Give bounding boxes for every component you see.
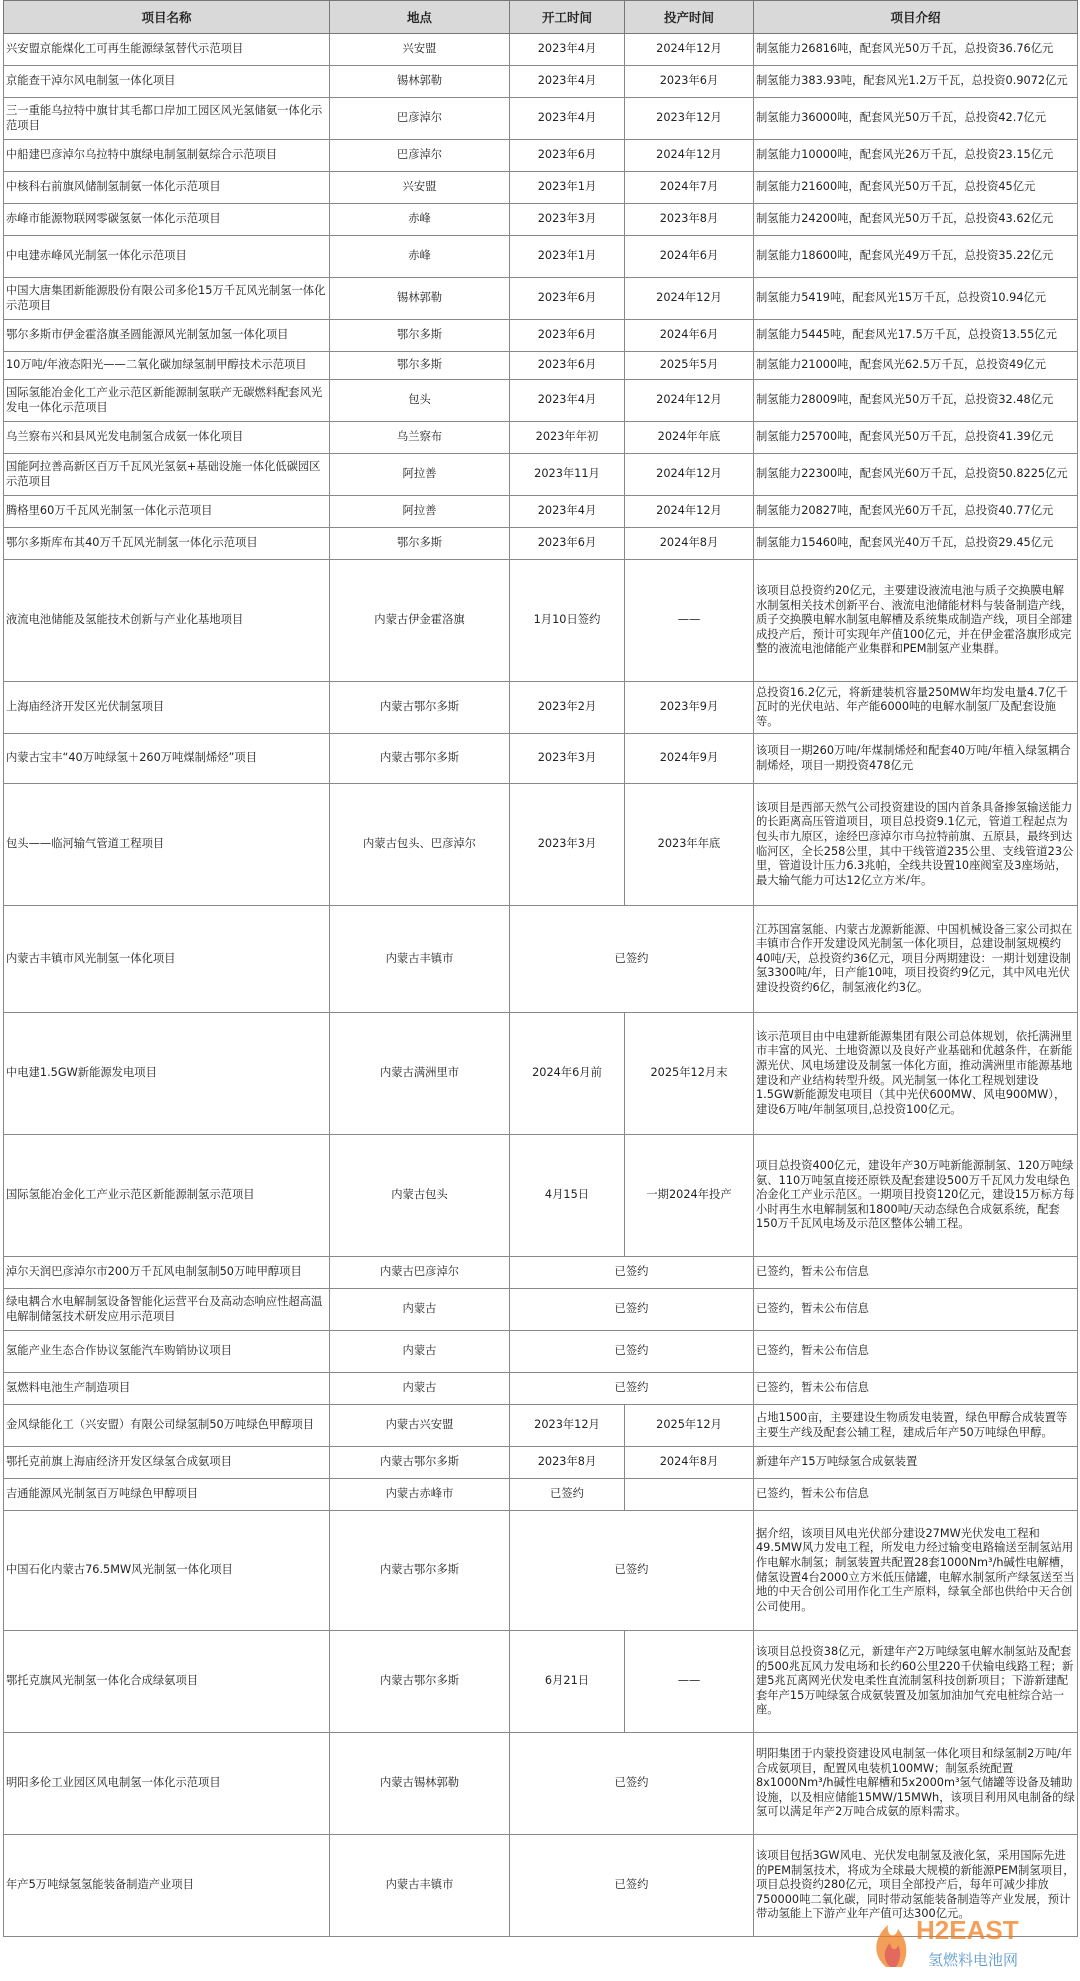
- start-time-cell: 2023年1月: [510, 236, 625, 278]
- project-intro-cell: 已签约，暂未公布信息: [754, 1479, 1078, 1511]
- project-intro-cell: 制氢能力20827吨，配套风光60万千瓦，总投资40.77亿元: [754, 496, 1078, 528]
- status-cell: 已签约: [510, 1257, 754, 1289]
- location-cell: 锡林郭勒: [330, 278, 510, 320]
- table-row: [4, 236, 1078, 278]
- project-name-cell: 包头——临河输气管道工程项目: [4, 784, 330, 906]
- location-cell: 巴彦淖尔: [330, 98, 510, 140]
- project-intro-cell: 制氢能力5445吨，配套风光17.5万千瓦，总投资13.55亿元: [754, 320, 1078, 352]
- project-name-cell: 鄂尔多斯库布其40万千瓦风光制氢一体化示范项目: [4, 528, 330, 560]
- project-intro-cell: 制氢能力5419吨，配套风光15万千瓦，总投资10.94亿元: [754, 278, 1078, 320]
- table-row: [4, 1405, 1078, 1447]
- location-cell: 内蒙古鄂尔多斯: [330, 1447, 510, 1479]
- table-row: [4, 320, 1078, 352]
- start-time-cell: 2023年3月: [510, 784, 625, 906]
- project-intro-cell: 制氢能力22300吨，配套风光60万千瓦，总投资50.8225亿元: [754, 454, 1078, 496]
- location-cell: 内蒙古伊金霍洛旗: [330, 560, 510, 682]
- project-intro-cell: 该项目是西部天然气公司投资建设的国内首条具备掺氢输送能力的长距离高压管道项目，项目总投资9.1亿元，管道工程起点为包头市九原区，途经巴彦淖尔市乌拉特前旗、五原县，最终到达临河区，全长258公里，其中干线管道235公里、支线管道23公里，管道设计压力6.3兆帕，全线共设置10座阀室及3座场站，最大输气能力可达12亿立方米/年。: [754, 784, 1078, 906]
- table-row: [4, 352, 1078, 380]
- header-project-name: 项目名称: [4, 1, 330, 34]
- project-intro-cell: 制氢能力383.93吨，配套风光1.2万千瓦，总投资0.9072亿元: [754, 66, 1078, 98]
- production-time-cell: 2023年12月: [625, 98, 754, 140]
- start-time-cell: 2024年6月前: [510, 1013, 625, 1135]
- project-name-cell: 中电建1.5GW新能源发电项目: [4, 1013, 330, 1135]
- location-cell: 内蒙古丰镇市: [330, 906, 510, 1013]
- table-row: [4, 454, 1078, 496]
- location-cell: 内蒙古鄂尔多斯: [330, 1511, 510, 1631]
- table-row: [4, 496, 1078, 528]
- project-name-cell: 中国大唐集团新能源股份有限公司多伦15万千瓦风光制氢一体化示范项目: [4, 278, 330, 320]
- location-cell: 巴彦淖尔: [330, 140, 510, 172]
- table-row: [4, 34, 1078, 66]
- project-intro-cell: 制氢能力15460吨，配套风光40万千瓦，总投资29.45亿元: [754, 528, 1078, 560]
- production-time-cell: 2024年9月: [625, 734, 754, 784]
- location-cell: 赤峰: [330, 204, 510, 236]
- project-name-cell: 吉通能源风光制氢百万吨绿色甲醇项目: [4, 1479, 330, 1511]
- production-time-cell: 2024年12月: [625, 140, 754, 172]
- project-name-cell: 内蒙古宝丰“40万吨绿氢＋260万吨煤制烯烃”项目: [4, 734, 330, 784]
- project-name-cell: 国能阿拉善高新区百万千瓦风光氢氨+基础设施一体化低碳园区示范项目: [4, 454, 330, 496]
- project-name-cell: 内蒙古丰镇市风光制氢一体化项目: [4, 906, 330, 1013]
- location-cell: 内蒙古鄂尔多斯: [330, 682, 510, 734]
- project-name-cell: 液流电池储能及氢能技术创新与产业化基地项目: [4, 560, 330, 682]
- location-cell: 兴安盟: [330, 172, 510, 204]
- project-name-cell: 国际氢能冶金化工产业示范区新能源制氢联产无碳燃料配套风光发电一体化示范项目: [4, 380, 330, 422]
- location-cell: 内蒙古满洲里市: [330, 1013, 510, 1135]
- start-time-cell: 1月10日签约: [510, 560, 625, 682]
- production-time-cell: 2024年8月: [625, 528, 754, 560]
- header-location: 地点: [330, 1, 510, 34]
- project-intro-cell: 该项目包括3GW风电、光伏发电制氢及液化氢，采用国际先进的PEM制氢技术，将成为全球最大规模的新能源PEM制氢项目，项目总投资约280亿元，项目全部投产后，每年可减少排放750000吨二氧化碳，同时带动氢能装备制造等产业发展，预计带动氢能上下游产业年产值可达300亿元。: [754, 1835, 1078, 1937]
- project-name-cell: 乌兰察布兴和县风光发电制氢合成氨一体化项目: [4, 422, 330, 454]
- start-time-cell: 2023年6月: [510, 352, 625, 380]
- project-name-cell: 中船建巴彦淖尔乌拉特中旗绿电制氢制氨综合示范项目: [4, 140, 330, 172]
- start-time-cell: 6月21日: [510, 1631, 625, 1733]
- table-row: [4, 1511, 1078, 1631]
- project-name-cell: 赤峰市能源物联网零碳氢氨一体化示范项目: [4, 204, 330, 236]
- start-time-cell: 2023年12月: [510, 1405, 625, 1447]
- production-time-cell: 2024年12月: [625, 496, 754, 528]
- start-time-cell: 已签约: [510, 1479, 625, 1511]
- production-time-cell: 一期2024年投产: [625, 1135, 754, 1257]
- production-time-cell: 2023年9月: [625, 682, 754, 734]
- production-time-cell: 2023年年底: [625, 784, 754, 906]
- start-time-cell: 2023年4月: [510, 380, 625, 422]
- table-row: [4, 204, 1078, 236]
- start-time-cell: 2023年6月: [510, 320, 625, 352]
- table-row: [4, 172, 1078, 204]
- start-time-cell: 2023年6月: [510, 278, 625, 320]
- project-intro-cell: 该项目一期260万吨/年煤制烯烃和配套40万吨/年植入绿氢耦合制烯烃，项目一期投资478亿元: [754, 734, 1078, 784]
- project-intro-cell: 制氢能力25700吨，配套风光50万千瓦，总投资41.39亿元: [754, 422, 1078, 454]
- watermark-brand: H2EAST: [916, 1915, 1019, 1945]
- project-name-cell: 年产5万吨绿氢氢能装备制造产业项目: [4, 1835, 330, 1937]
- project-name-cell: 上海庙经济开发区光伏制氢项目: [4, 682, 330, 734]
- production-time-cell: 2024年12月: [625, 34, 754, 66]
- start-time-cell: 2023年2月: [510, 682, 625, 734]
- table-row: [4, 278, 1078, 320]
- production-time-cell: 2024年6月: [625, 236, 754, 278]
- status-cell: 已签约: [510, 906, 754, 1013]
- project-intro-cell: 制氢能力36000吨，配套风光50万千瓦，总投资42.7亿元: [754, 98, 1078, 140]
- location-cell: 内蒙古鄂尔多斯: [330, 734, 510, 784]
- location-cell: 阿拉善: [330, 454, 510, 496]
- start-time-cell: 4月15日: [510, 1135, 625, 1257]
- start-time-cell: 2023年3月: [510, 734, 625, 784]
- project-intro-cell: 制氢能力10000吨，配套风光26万千瓦，总投资23.15亿元: [754, 140, 1078, 172]
- table-row: [4, 682, 1078, 734]
- project-intro-cell: 已签约，暂未公布信息: [754, 1289, 1078, 1331]
- project-name-cell: 鄂托克旗风光制氢一体化合成绿氨项目: [4, 1631, 330, 1733]
- project-name-cell: 金风绿能化工（兴安盟）有限公司绿氢制50万吨绿色甲醇项目: [4, 1405, 330, 1447]
- status-cell: 已签约: [510, 1511, 754, 1631]
- project-intro-cell: 制氢能力21600吨，配套风光50万千瓦，总投资45亿元: [754, 172, 1078, 204]
- table-row: [4, 1373, 1078, 1405]
- project-intro-cell: 制氢能力26816吨，配套风光50万千瓦，总投资36.76亿元: [754, 34, 1078, 66]
- project-name-cell: 三一重能乌拉特中旗甘其毛都口岸加工园区风光氢储氨一体化示范项目: [4, 98, 330, 140]
- table-row: [4, 140, 1078, 172]
- project-intro-cell: 该示范项目由中电建新能源集团有限公司总体规划，依托满洲里市丰富的风光、土地资源以及良好产业基础和优越条件，在新能源光伏、风电场建设及制氢一体化方面，推动满洲里市能源基地建设和产业结构转型升级。风光制氢一体化工程规划建设1.5GW新能源发电项目（其中光伏600MW、风电900MW），建设6万吨/年制氢项目,总投资100亿元。: [754, 1013, 1078, 1135]
- location-cell: 内蒙古: [330, 1289, 510, 1331]
- location-cell: 内蒙古兴安盟: [330, 1405, 510, 1447]
- start-time-cell: 2023年11月: [510, 454, 625, 496]
- table-row: [4, 1289, 1078, 1331]
- start-time-cell: 2023年8月: [510, 1447, 625, 1479]
- production-time-cell: 2024年12月: [625, 278, 754, 320]
- location-cell: 内蒙古: [330, 1373, 510, 1405]
- project-intro-cell: 制氢能力18600吨，配套风光49万千瓦，总投资35.22亿元: [754, 236, 1078, 278]
- project-intro-cell: 明阳集团于内蒙投资建设风电制氢一体化项目和绿氢制2万吨/年合成氨项目，配置风电装机100MW；制氢系统配置8x1000Nm³/h碱性电解槽和5x2000m³氢气储罐等设备及辅助设施，以及相应储能15MW/15MWh，该项目利用风电制备的绿氢可以满足年产2万吨合成氨的原料需求。: [754, 1733, 1078, 1835]
- status-cell: 已签约: [510, 1373, 754, 1405]
- project-intro-cell: 制氢能力24200吨，配套风光50万千瓦，总投资43.62亿元: [754, 204, 1078, 236]
- start-time-cell: 2023年4月: [510, 34, 625, 66]
- table-row: [4, 906, 1078, 1013]
- table-header-row: [4, 1, 1078, 34]
- location-cell: 鄂尔多斯: [330, 352, 510, 380]
- table-row: [4, 1733, 1078, 1835]
- table-row: [4, 1013, 1078, 1135]
- status-cell: 已签约: [510, 1289, 754, 1331]
- project-intro-cell: 该项目总投资约20亿元，主要建设液流电池与质子交换膜电解水制氢相关技术创新平台、液流电池储能材料与装备制造产线，质子交换膜电解水制氢电解槽及系统集成制造产线，项目全部建成投产后，预计可实现年产值100亿元，并在伊金霍洛旗形成完整的液流电池储能产业集群和PEM制氢产业集群。: [754, 560, 1078, 682]
- status-cell: 已签约: [510, 1331, 754, 1373]
- production-time-cell: 2024年8月: [625, 1447, 754, 1479]
- status-cell: 已签约: [510, 1835, 754, 1937]
- project-intro-cell: 该项目总投资38亿元，新建年产2万吨绿氢电解水制氢站及配套的500兆瓦风力发电场和长约60公里220千伏输电线路工程；新建5兆瓦离网光伏发电柔性直流制氢科技创新项目；下游新建配套年产15万吨绿氢合成氨装置及加氢加油加气充电桩综合站一座。: [754, 1631, 1078, 1733]
- production-time-cell: 2024年6月: [625, 320, 754, 352]
- header-production-time: 投产时间: [625, 1, 754, 34]
- project-name-cell: 氢燃料电池生产制造项目: [4, 1373, 330, 1405]
- production-time-cell: 2024年12月: [625, 454, 754, 496]
- table-row: [4, 380, 1078, 422]
- location-cell: 兴安盟: [330, 34, 510, 66]
- table-row: [4, 1479, 1078, 1511]
- table-row: [4, 1135, 1078, 1257]
- location-cell: 内蒙古丰镇市: [330, 1835, 510, 1937]
- project-name-cell: 鄂托克前旗上海庙经济开发区绿氢合成氨项目: [4, 1447, 330, 1479]
- production-time-cell: ——: [625, 1631, 754, 1733]
- start-time-cell: 2023年1月: [510, 172, 625, 204]
- project-intro-cell: 已签约，暂未公布信息: [754, 1257, 1078, 1289]
- table-row: [4, 1447, 1078, 1479]
- production-time-cell: 2024年7月: [625, 172, 754, 204]
- watermark-subtitle: 氢燃料电池网: [928, 1951, 1019, 1969]
- start-time-cell: 2023年3月: [510, 204, 625, 236]
- production-time-cell: ——: [625, 560, 754, 682]
- project-intro-cell: 江苏国富氢能、内蒙古龙源新能源、中国机械设备三家公司拟在丰镇市合作开发建设风光制氢一体化项目，总建设制氢规模约40吨/天，总投资约36亿元，项目分两期建设：一期计划建设制氢3300吨/年，日产能10吨，项目投资约9亿元，其中风电光伏建设投资约6亿，制氢液化约3亿。: [754, 906, 1078, 1013]
- start-time-cell: 2023年4月: [510, 496, 625, 528]
- production-time-cell: 2023年6月: [625, 66, 754, 98]
- table-row: [4, 1257, 1078, 1289]
- table-body: [4, 34, 1078, 1937]
- project-name-cell: 鄂尔多斯市伊金霍洛旗圣圆能源风光制氢加氢一体化项目: [4, 320, 330, 352]
- project-intro-cell: 制氢能力21000吨，配套风光62.5万千瓦，总投资49亿元: [754, 352, 1078, 380]
- start-time-cell: 2023年4月: [510, 66, 625, 98]
- project-intro-cell: 项目总投资400亿元，建设年产30万吨新能源制氢、120万吨绿氨、110万吨氢直接还原铁及配套建设500万千瓦风力发电绿色冶金化工产业示范区。一期项目投资120亿元，建设15万标方每小时再生水电解制氢和1800吨/天动态绿色合成氨系统，配套150万千瓦风电场及示范区整体公辅工程。: [754, 1135, 1078, 1257]
- production-time-cell: 2025年12月: [625, 1405, 754, 1447]
- location-cell: 包头: [330, 380, 510, 422]
- project-name-cell: 国际氢能冶金化工产业示范区新能源制氢示范项目: [4, 1135, 330, 1257]
- location-cell: 内蒙古赤峰市: [330, 1479, 510, 1511]
- project-intro-cell: 占地1500亩，主要建设生物质发电装置，绿色甲醇合成装置等主要生产线及配套公辅工程，建成后年产50万吨绿色甲醇。: [754, 1405, 1078, 1447]
- project-name-cell: 京能查干淖尔风电制氢一体化项目: [4, 66, 330, 98]
- project-name-cell: 中电建赤峰风光制氢一体化示范项目: [4, 236, 330, 278]
- watermark-logo: [866, 1905, 1066, 1975]
- start-time-cell: 2023年年初: [510, 422, 625, 454]
- production-time-cell: 2024年12月: [625, 380, 754, 422]
- start-time-cell: 2023年6月: [510, 140, 625, 172]
- project-intro-cell: 制氢能力28009吨，配套风光50万千瓦，总投资32.48亿元: [754, 380, 1078, 422]
- location-cell: 锡林郭勒: [330, 66, 510, 98]
- production-time-cell: 2023年8月: [625, 204, 754, 236]
- project-intro-cell: 已签约，暂未公布信息: [754, 1331, 1078, 1373]
- project-name-cell: 绿电耦合水电解制氢设备智能化运营平台及高动态响应性超高温电解制储氢技术研发应用示范项目: [4, 1289, 330, 1331]
- location-cell: 内蒙古包头、巴彦淖尔: [330, 784, 510, 906]
- header-project-intro: 项目介绍: [754, 1, 1078, 34]
- table-row: [4, 66, 1078, 98]
- location-cell: 鄂尔多斯: [330, 320, 510, 352]
- table-row: [4, 560, 1078, 682]
- table-row: [4, 98, 1078, 140]
- production-time-cell: [625, 1479, 754, 1511]
- table-row: [4, 422, 1078, 454]
- location-cell: 阿拉善: [330, 496, 510, 528]
- location-cell: 赤峰: [330, 236, 510, 278]
- start-time-cell: 2023年4月: [510, 98, 625, 140]
- production-time-cell: 2025年5月: [625, 352, 754, 380]
- hydrogen-projects-table: [3, 0, 1078, 1937]
- project-name-cell: 10万吨/年液态阳光——二氧化碳加绿氢制甲醇技术示范项目: [4, 352, 330, 380]
- project-name-cell: 明阳多伦工业园区风电制氢一体化示范项目: [4, 1733, 330, 1835]
- table-row: [4, 784, 1078, 906]
- table-row: [4, 1331, 1078, 1373]
- production-time-cell: 2025年12月末: [625, 1013, 754, 1135]
- table-row: [4, 1631, 1078, 1733]
- project-intro-cell: 据介绍，该项目风电光伏部分建设27MW光伏发电工程和49.5MW风力发电工程，所发电力经过输变电路输送至制氢站用作电解水制氢；制氢装置共配置28套1000Nm³/h碱性电解槽，储氢设置4台2000立方米低压储罐，电解水制氢所产绿氢送至当地的中天合创公司用作化工生产原料，绿氧全部也供给中天合创公司使用。: [754, 1511, 1078, 1631]
- location-cell: 内蒙古巴彦淖尔: [330, 1257, 510, 1289]
- table-row: [4, 528, 1078, 560]
- location-cell: 内蒙古锡林郭勒: [330, 1733, 510, 1835]
- project-name-cell: 氢能产业生态合作协议氢能汽车购销协议项目: [4, 1331, 330, 1373]
- project-intro-cell: 新建年产15万吨绿氢合成氨装置: [754, 1447, 1078, 1479]
- location-cell: 内蒙古鄂尔多斯: [330, 1631, 510, 1733]
- project-name-cell: 兴安盟京能煤化工可再生能源绿氢替代示范项目: [4, 34, 330, 66]
- header-start-time: 开工时间: [510, 1, 625, 34]
- project-name-cell: 淖尔天润巴彦淖尔市200万千瓦风电制氢制50万吨甲醇项目: [4, 1257, 330, 1289]
- location-cell: 内蒙古: [330, 1331, 510, 1373]
- project-name-cell: 中核科右前旗风储制氢制氨一体化示范项目: [4, 172, 330, 204]
- location-cell: 内蒙古包头: [330, 1135, 510, 1257]
- start-time-cell: 2023年6月: [510, 528, 625, 560]
- status-cell: 已签约: [510, 1733, 754, 1835]
- production-time-cell: 2024年年底: [625, 422, 754, 454]
- project-name-cell: 中国石化内蒙古76.5MW风光制氢一体化项目: [4, 1511, 330, 1631]
- project-intro-cell: 已签约，暂未公布信息: [754, 1373, 1078, 1405]
- project-name-cell: 腾格里60万千瓦风光制氢一体化示范项目: [4, 496, 330, 528]
- location-cell: 乌兰察布: [330, 422, 510, 454]
- location-cell: 鄂尔多斯: [330, 528, 510, 560]
- project-intro-cell: 总投资16.2亿元，将新建装机容量250MW年均发电量4.7亿千瓦时的光伏电站、年产能6000吨的电解水制氢厂及配套设施等。: [754, 682, 1078, 734]
- table-row: [4, 734, 1078, 784]
